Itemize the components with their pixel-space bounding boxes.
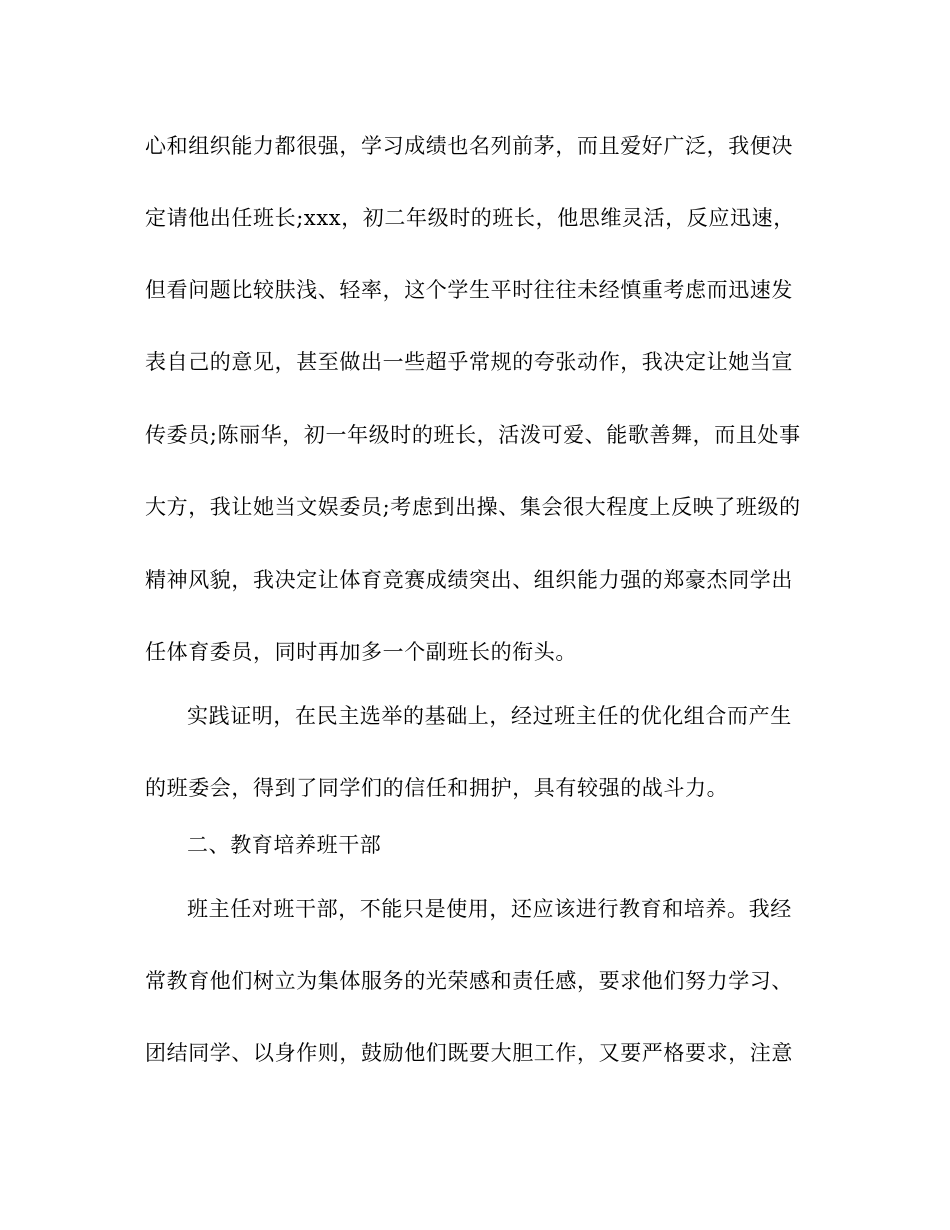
paragraph-line: 心和组织能力都很强，学习成绩也名列前茅，而且爱好广泛，我便决 xyxy=(145,134,793,158)
paragraph-line: 任体育委员，同时再加多一个副班长的衔头。 xyxy=(145,640,577,664)
paragraph-line: 表自己的意见，甚至做出一些超乎常规的夸张动作，我决定让她当宣 xyxy=(145,350,793,374)
section-heading: 二、教育培养班干部 xyxy=(187,833,382,857)
paragraph-line: 定请他出任班长;xxx，初二年级时的班长，他思维灵活，反应迅速， xyxy=(145,206,795,230)
paragraph-line: 精神风貌，我决定让体育竞赛成绩突出、组织能力强的郑豪杰同学出 xyxy=(145,568,793,592)
paragraph-line: 班主任对班干部，不能只是使用，还应该进行教育和培养。我经 xyxy=(187,897,792,921)
paragraph-line: 常教育他们树立为集体服务的光荣感和责任感，要求他们努力学习、 xyxy=(145,969,793,993)
paragraph-line: 传委员;陈丽华，初一年级时的班长，活泼可爱、能歌善舞，而且处事 xyxy=(145,423,801,447)
paragraph-line: 的班委会，得到了同学们的信任和拥护，具有较强的战斗力。 xyxy=(145,776,729,800)
paragraph-line: 实践证明，在民主选举的基础上，经过班主任的优化组合而产生 xyxy=(187,704,792,728)
paragraph-line: 团结同学、以身作则，鼓励他们既要大胆工作，又要严格要求，注意 xyxy=(145,1041,793,1065)
paragraph-line: 但看问题比较肤浅、轻率，这个学生平时往往未经慎重考虑而迅速发 xyxy=(145,278,793,302)
paragraph-line: 大方，我让她当文娱委员;考虑到出操、集会很大程度上反映了班级的 xyxy=(145,495,801,519)
